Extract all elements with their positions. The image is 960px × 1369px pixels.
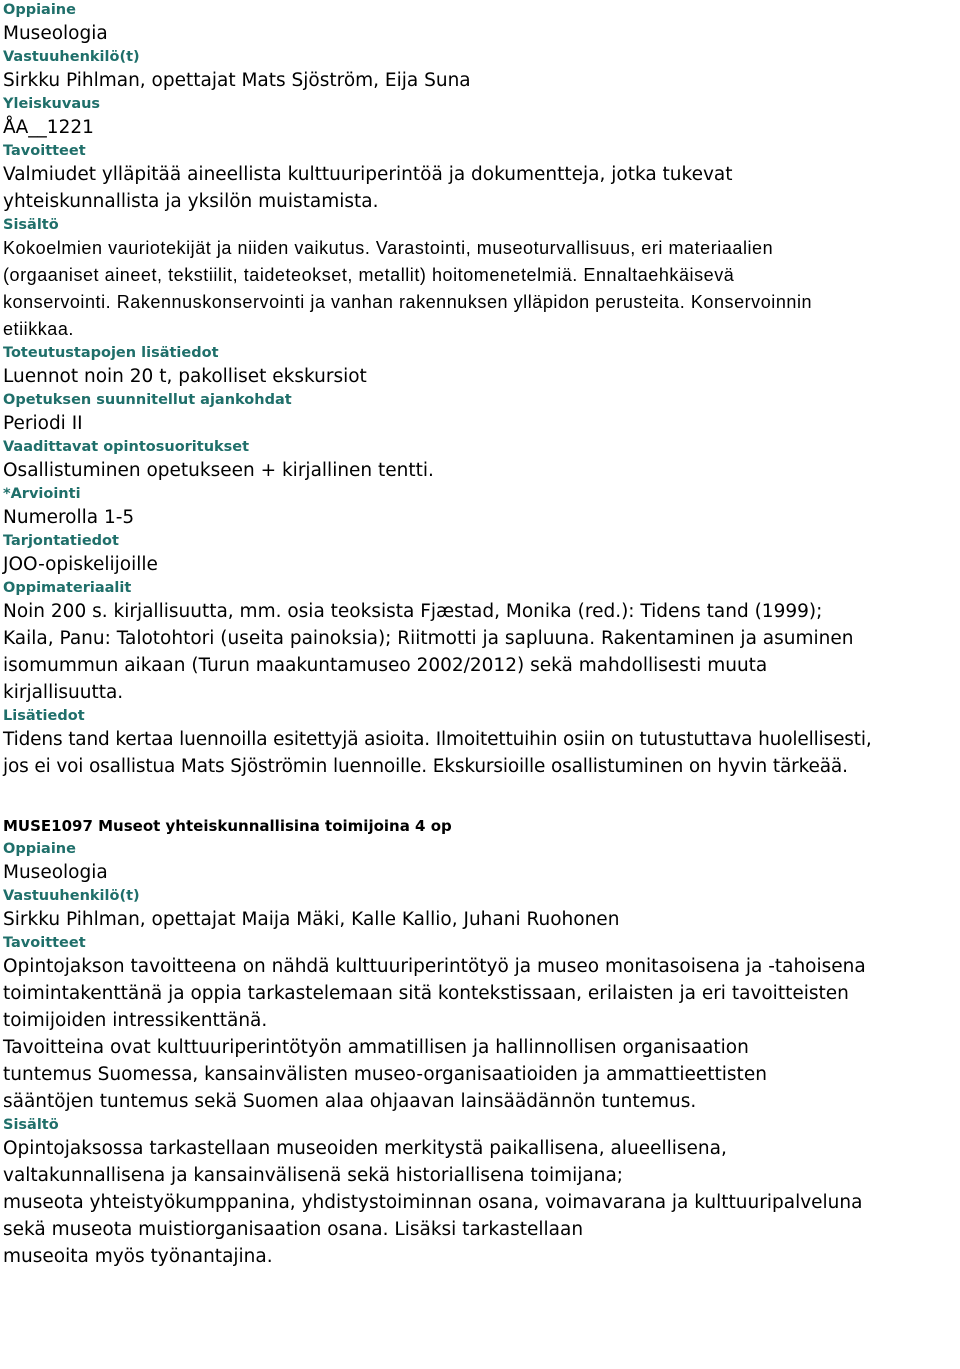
sisalto-line: etiikkaa. <box>3 319 74 339</box>
oppimateriaalit-line: isomummun aikaan (Turun maakuntamuseo 2002/2012) sekä mahdollisesti muuta <box>3 655 768 676</box>
arviointi-label: *Arviointi <box>3 486 81 502</box>
oppiaine-label: Oppiaine <box>3 2 76 18</box>
sisalto-label: Sisältö <box>3 217 59 233</box>
oppiaine-value: Museologia <box>3 23 108 44</box>
oppiaine-label: Oppiaine <box>3 841 76 857</box>
oppimateriaalit-line: kirjallisuutta. <box>3 682 124 703</box>
tavoitteet-line: Opintojakson tavoitteena on nähdä kulttuuriperintötyö ja museo monitasoisena ja -tahoisena <box>3 956 866 977</box>
tarjontatiedot-value: JOO-opiskelijoille <box>3 554 158 575</box>
tavoitteet-line: sääntöjen tuntemus sekä Suomen alaa ohjaavan lainsäädännön tuntemus. <box>3 1091 697 1112</box>
sisalto-line: valtakunnallisena ja kansainvälisenä sekä historiallisena toimijana; <box>3 1165 624 1186</box>
oppiaine-value: Museologia <box>3 862 108 883</box>
lisatiedot-line: jos ei voi osallistua Mats Sjöströmin luennoille. Ekskursioille osallistuminen on hyvin tärkeää. <box>3 756 848 777</box>
vastuuhenkilo-label: Vastuuhenkilö(t) <box>3 49 140 65</box>
vastuuhenkilo-label: Vastuuhenkilö(t) <box>3 888 140 904</box>
sisalto-line: (orgaaniset aineet, tekstiilit, taideteokset, metallit) hoitomenetelmiä. Ennaltaehkäisevä <box>3 265 735 285</box>
ajankohdat-label: Opetuksen suunnitellut ajankohdat <box>3 392 292 408</box>
arviointi-value: Numerolla 1-5 <box>3 507 135 528</box>
toteutus-value: Luennot noin 20 t, pakolliset ekskursiot <box>3 366 367 387</box>
sisalto-line: sekä museota muistiorganisaation osana. Lisäksi tarkastellaan <box>3 1219 584 1240</box>
vastuuhenkilo-value: Sirkku Pihlman, opettajat Mats Sjöström, Eija Suna <box>3 70 471 91</box>
suoritukset-label: Vaadittavat opintosuoritukset <box>3 439 250 455</box>
tavoitteet-line: Tavoitteina ovat kulttuuriperintötyön ammatillisen ja hallinnollisen organisaation <box>3 1037 749 1058</box>
oppimateriaalit-line: Kaila, Panu: Talotohtori (useita painoksia); Riitmotti ja sapluuna. Rakentaminen ja asuminen <box>3 628 854 649</box>
tavoitteet-line: toimintakenttänä ja oppia tarkastelemaan sitä kontekstissaan, erilaisten ja eri tavoitteisten <box>3 983 849 1004</box>
section-spacer <box>3 780 960 816</box>
yleiskuvaus-value: ÅA__1221 <box>3 117 94 138</box>
tavoitteet-line: toimijoiden intressikenttänä. <box>3 1010 268 1031</box>
vastuuhenkilo-value: Sirkku Pihlman, opettajat Maija Mäki, Kalle Kallio, Juhani Ruohonen <box>3 909 620 930</box>
course-title: MUSE1097 Museot yhteiskunnallisina toimijoina 4 op <box>3 817 452 835</box>
tavoitteet-label: Tavoitteet <box>3 935 86 951</box>
oppimateriaalit-label: Oppimateriaalit <box>3 580 132 596</box>
sisalto-label: Sisältö <box>3 1117 59 1133</box>
sisalto-line: Kokoelmien vauriotekijät ja niiden vaikutus. Varastointi, museoturvallisuus, eri materiaalien <box>3 238 774 258</box>
toteutus-label: Toteutustapojen lisätiedot <box>3 345 219 361</box>
sisalto-line: Opintojaksossa tarkastellaan museoiden merkitystä paikallisena, alueellisena, <box>3 1138 727 1159</box>
oppimateriaalit-line: Noin 200 s. kirjallisuutta, mm. osia teoksista Fjæstad, Monika (red.): Tidens tand (1999); <box>3 601 823 622</box>
tavoitteet-label: Tavoitteet <box>3 143 86 159</box>
lisatiedot-label: Lisätiedot <box>3 708 85 724</box>
suoritukset-value: Osallistuminen opetukseen + kirjallinen tentti. <box>3 460 434 481</box>
sisalto-line: museota yhteistyökumppanina, yhdistystoiminnan osana, voimavarana ja kulttuuripalveluna <box>3 1192 863 1213</box>
yleiskuvaus-label: Yleiskuvaus <box>3 96 101 112</box>
tavoitteet-line: yhteiskunnallista ja yksilön muistamista. <box>3 191 379 212</box>
sisalto-line: museoita myös työnantajina. <box>3 1246 273 1267</box>
tavoitteet-line: Valmiudet ylläpitää aineellista kulttuuriperintöä ja dokumentteja, jotka tukevat <box>3 164 733 185</box>
sisalto-line: konservointi. Rakennuskonservointi ja vanhan rakennuksen ylläpidon perusteita. Konservoinnin <box>3 292 813 312</box>
tavoitteet-line: tuntemus Suomessa, kansainvälisten museo-organisaatioiden ja ammattieettisten <box>3 1064 767 1085</box>
lisatiedot-line: Tidens tand kertaa luennoilla esitettyjä asioita. Ilmoitettuihin osiin on tutustuttava huolellisesti, <box>3 729 872 750</box>
ajankohdat-value: Periodi II <box>3 413 83 434</box>
tarjontatiedot-label: Tarjontatiedot <box>3 533 119 549</box>
